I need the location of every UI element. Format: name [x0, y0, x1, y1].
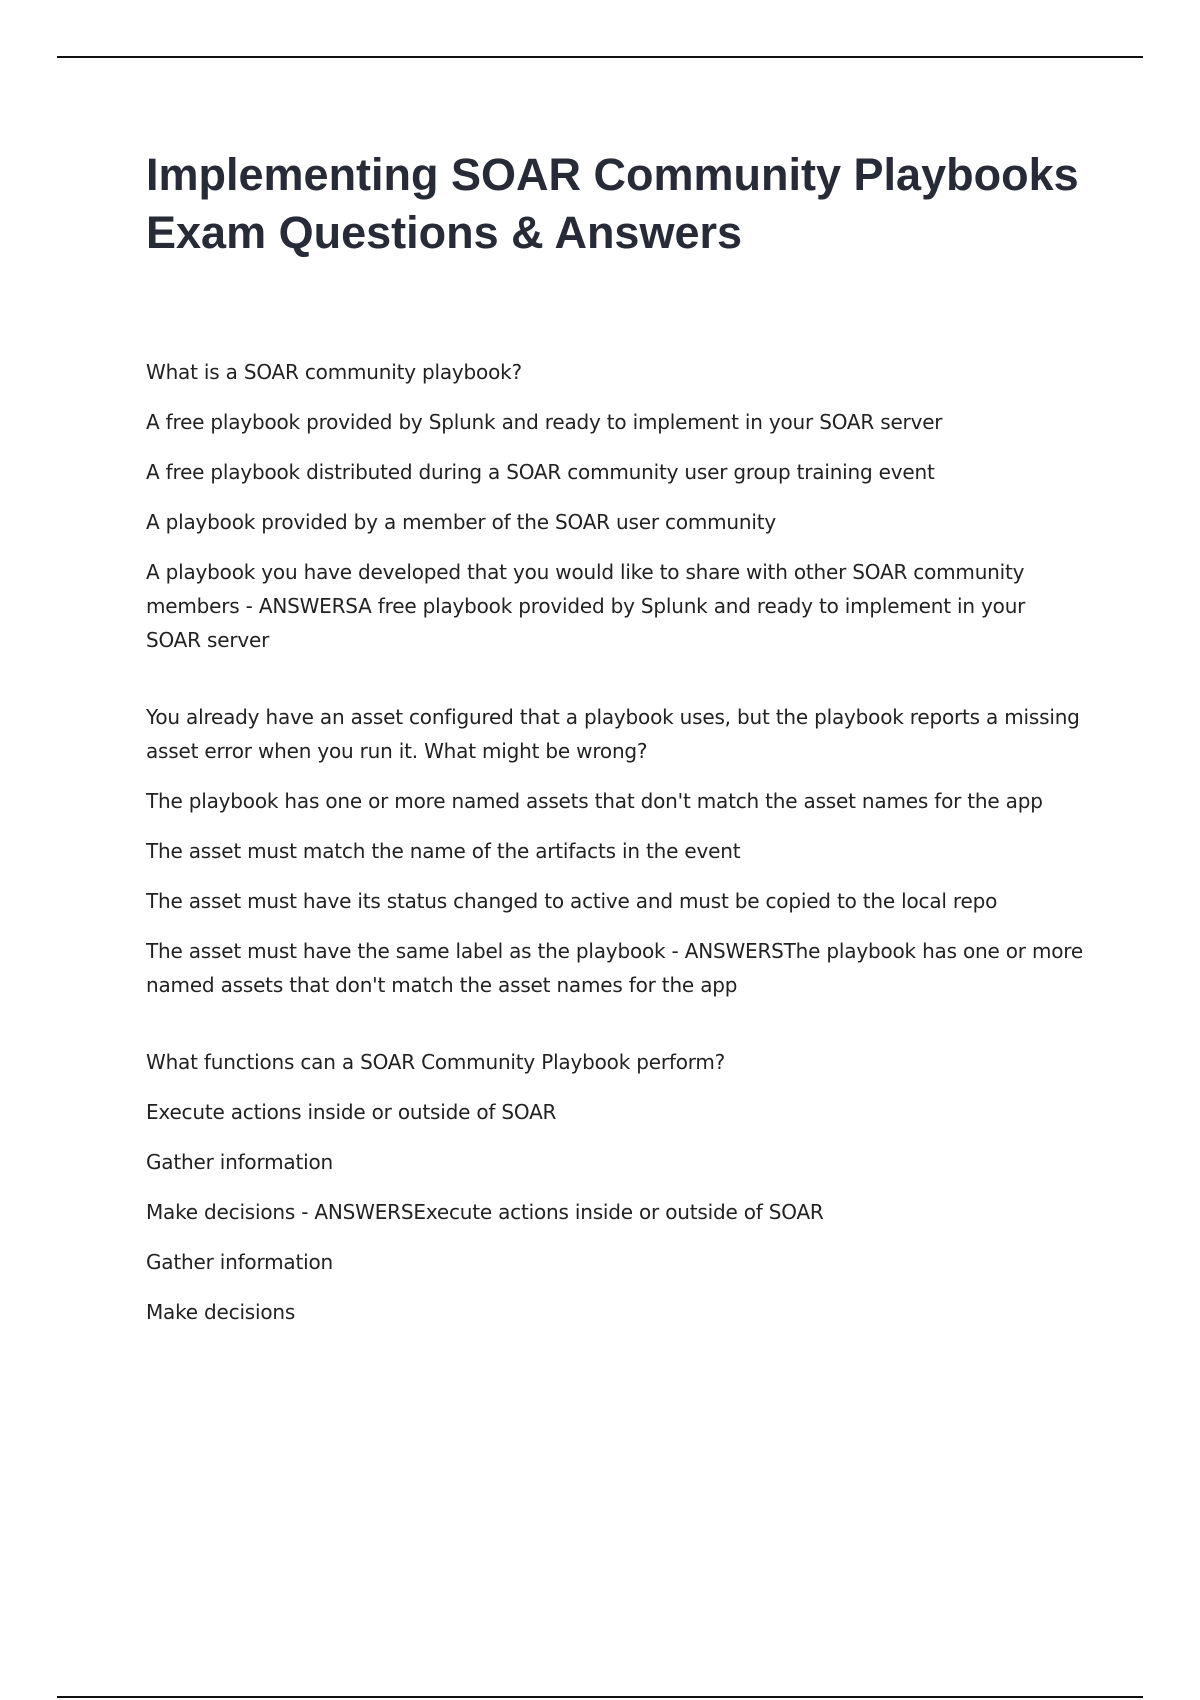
question-text: What functions can a SOAR Community Playbook perform?: [146, 1050, 726, 1074]
page-title: Implementing SOAR Community Playbooks Exam Questions & Answers: [146, 149, 1079, 258]
option-text: The asset must match the name of the artifacts in the event: [146, 839, 741, 863]
answer-text: The asset must have the same label as the playbook - ANSWERSThe playbook has one or more named assets that don't match the asset names for the app: [146, 939, 1083, 997]
answer-text: A playbook you have developed that you would like to share with other SOAR community members - ANSWERSA free playbook provided by Splunk and ready to implement in your SOAR server: [146, 560, 1026, 652]
qa-block-1: [146, 355, 1086, 657]
document-body: [146, 355, 1086, 1372]
header-rule: [57, 56, 1143, 58]
question-text: What is a SOAR community playbook?: [146, 360, 522, 384]
option-text: Gather information: [146, 1150, 333, 1174]
answer-text: Make decisions: [146, 1300, 296, 1324]
option-text: Execute actions inside or outside of SOAR: [146, 1100, 557, 1124]
answer-text: Make decisions - ANSWERSExecute actions inside or outside of SOAR: [146, 1200, 824, 1224]
option-text: A free playbook provided by Splunk and ready to implement in your SOAR server: [146, 410, 943, 434]
question-text: You already have an asset configured that a playbook uses, but the playbook reports a missing asset error when you run it. What might be wrong?: [146, 705, 1080, 763]
qa-block-2: [146, 700, 1086, 1002]
option-text: The playbook has one or more named assets that don't match the asset names for the app: [146, 789, 1043, 813]
option-text: The asset must have its status changed to active and must be copied to the local repo: [146, 889, 998, 913]
footer-rule: [57, 1696, 1143, 1698]
answer-text: Gather information: [146, 1250, 333, 1274]
qa-block-3: [146, 1045, 1086, 1329]
option-text: A free playbook distributed during a SOAR community user group training event: [146, 460, 935, 484]
option-text: A playbook provided by a member of the SOAR user community: [146, 510, 777, 534]
